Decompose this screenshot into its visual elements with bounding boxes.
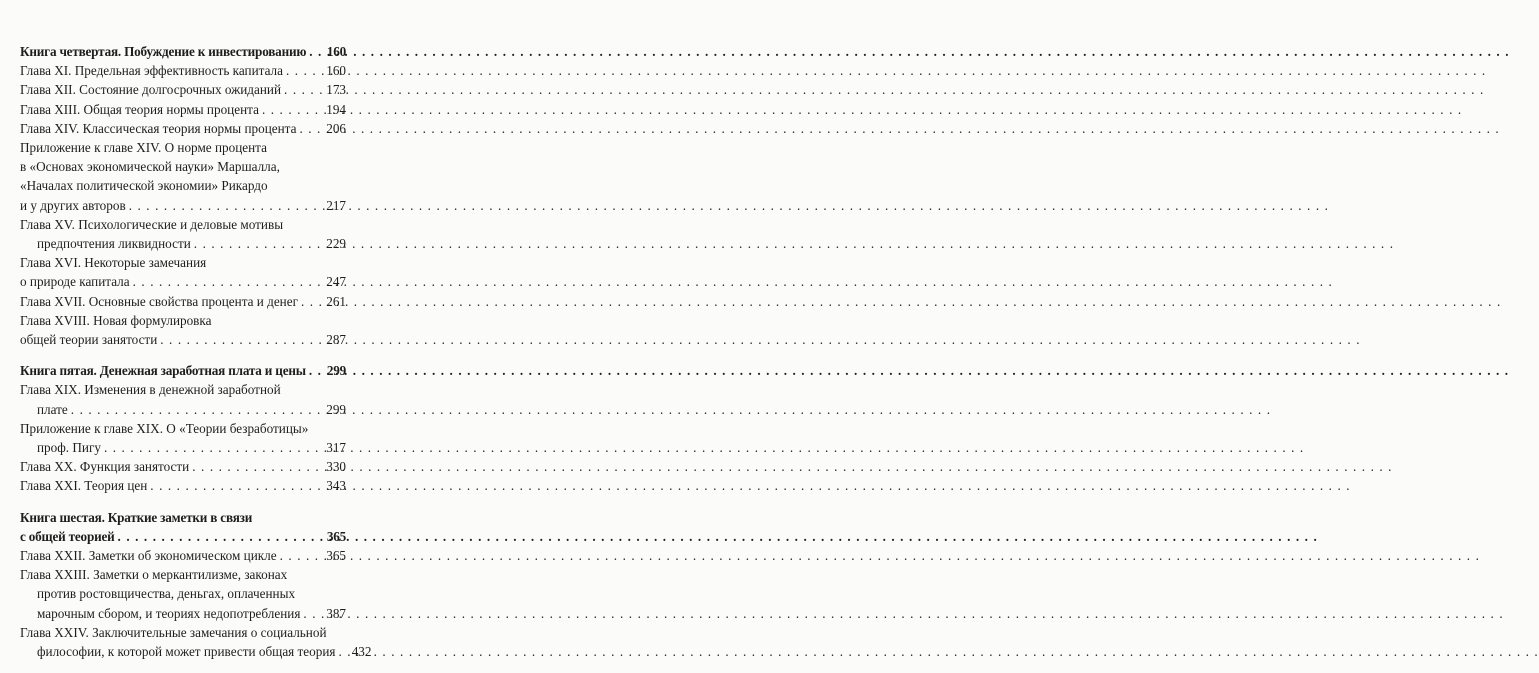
entry-title: Глава XV. Психологические и деловые мотивы [20, 216, 284, 232]
toc-entry [20, 292, 346, 311]
page-number: 432 [351, 644, 372, 660]
leader-dots [309, 361, 321, 380]
entry-line [20, 138, 346, 157]
toc-entry [20, 457, 346, 476]
entry-line [20, 380, 346, 399]
entry-line [20, 253, 346, 272]
book-title: Книга четвертая. Побуждение к инвестированию [20, 44, 307, 59]
leader-dots [133, 272, 321, 291]
toc-book-heading [20, 361, 346, 380]
page-number: 173 [326, 82, 346, 98]
leader-dots [299, 119, 321, 138]
toc-page [0, 0, 400, 660]
book-title: Книга пятая. Денежная заработная плата и цены [20, 363, 306, 379]
leader-dots [262, 100, 321, 119]
entry-line [20, 157, 346, 176]
entry-title: «Началах политической экономии» Рикардо [20, 178, 268, 194]
page-number: 261 [326, 293, 346, 309]
toc-entry [20, 546, 346, 565]
table-of-contents [20, 42, 372, 673]
page-number: 317 [326, 440, 346, 456]
page-number: 194 [326, 101, 346, 117]
toc-section-book5 [20, 361, 346, 495]
toc-entry [20, 565, 346, 623]
page-number: 229 [326, 236, 346, 252]
entry-title: Глава XVIII. Новая формулировка [20, 312, 212, 328]
leader-dots [104, 438, 321, 457]
entry-title: Глава XVII. Основные свойства процента и денег [20, 293, 298, 309]
entry-line [20, 215, 346, 234]
toc-entry [20, 80, 346, 99]
toc-section-book6 [20, 508, 372, 662]
toc-entry [20, 623, 372, 661]
entry-title: проф. Пигу [37, 440, 101, 456]
entry-title: и у других авторов [20, 197, 126, 213]
entry-title: плате [37, 401, 68, 417]
entry-line [20, 330, 346, 349]
entry-line [20, 604, 346, 623]
leader-dots [118, 527, 321, 546]
toc-section-book4 [20, 42, 346, 349]
entry-title: Глава XIX. Изменения в денежной заработной [20, 382, 281, 398]
entry-title: Глава XIII. Общая теория нормы процента [20, 101, 259, 117]
entry-line [20, 234, 346, 253]
leader-dots [194, 234, 321, 253]
page-number: 365 [326, 528, 346, 544]
leader-dots [71, 400, 321, 419]
toc-entry [20, 476, 346, 495]
entry-title: Глава XXIII. Заметки о меркантилизме, законах [20, 567, 288, 583]
page-number: 160 [326, 44, 346, 59]
entry-line [20, 438, 346, 457]
toc-entry [20, 253, 346, 291]
entry-title: против ростовщичества, деньгах, оплаченных [37, 586, 296, 602]
leader-dots [338, 642, 346, 661]
leader-dots [150, 476, 321, 495]
toc-entry [20, 100, 346, 119]
entry-title: Приложение к главе XIX. О «Теории безработицы» [20, 420, 309, 436]
entry-line [20, 272, 346, 291]
entry-line [20, 642, 372, 661]
entry-title: общей теории занятости [20, 332, 158, 348]
entry-title: Глава XXII. Заметки об экономическом цикле [20, 548, 277, 564]
toc-entry [20, 419, 346, 457]
leader-dots [160, 330, 321, 349]
entry-title: Приложение к главе XIV. О норме процента [20, 140, 267, 156]
entry-title: в «Основах экономической науки» Маршалла, [20, 159, 280, 175]
page-number: 206 [326, 120, 346, 136]
entry-title: предпочтения ликвидности [37, 236, 191, 252]
entry-line [20, 419, 346, 438]
page-number: 217 [326, 197, 346, 213]
page-number: 247 [326, 274, 346, 290]
entry-title: Глава XXI. Теория цен [20, 478, 148, 494]
toc-entry [20, 61, 346, 80]
leader-dots [301, 292, 321, 311]
toc-entry [20, 311, 346, 349]
toc-entry [20, 119, 346, 138]
toc-book-heading [20, 42, 346, 61]
entry-line [20, 176, 346, 195]
entry-title: Глава XI. Предельная эффективность капитала [20, 63, 283, 79]
entry-title: Глава XIV. Классическая теория нормы процента [20, 120, 297, 136]
toc-entry [20, 138, 346, 215]
entry-title: о природе капитала [20, 274, 130, 290]
entry-line [20, 400, 346, 419]
entry-title: Глава XXIV. Заключительные замечания о социальной [20, 624, 327, 640]
leader-dots [284, 80, 321, 99]
page-number: 387 [326, 605, 346, 621]
leader-dots [286, 61, 321, 80]
leader-dots [192, 457, 321, 476]
page-number: 299 [326, 363, 346, 379]
toc-entry [20, 215, 346, 253]
entry-line [20, 196, 346, 215]
book-title: Книга шестая. Краткие заметки в связи [20, 509, 253, 525]
page-number: 160 [326, 63, 346, 79]
page-number: 343 [326, 478, 346, 494]
leader-dots [129, 196, 321, 215]
toc-book-heading [20, 527, 346, 546]
toc-book-heading [20, 508, 346, 527]
page-number: 330 [326, 459, 346, 475]
entry-line [20, 311, 346, 330]
book-title: с общей теорией [20, 528, 115, 544]
entry-title: Глава XX. Функция занятости [20, 459, 190, 475]
page-number: 365 [326, 548, 346, 564]
entry-line [20, 623, 346, 642]
entry-title: Глава XII. Состояние долгосрочных ожиданий [20, 82, 282, 98]
entry-title: марочным сбором, и теориях недопотребления [37, 605, 301, 621]
entry-line [20, 565, 346, 584]
entry-line [20, 584, 346, 603]
page-number: 287 [326, 332, 346, 348]
toc-entry [20, 380, 346, 418]
leader-dots [280, 546, 321, 565]
entry-title: философии, к которой может привести общая теория [37, 644, 336, 660]
entry-title: Глава XVI. Некоторые замечания [20, 255, 207, 271]
leader-dots [303, 604, 321, 623]
page-number: 299 [326, 401, 346, 417]
leader-dots [309, 42, 321, 61]
